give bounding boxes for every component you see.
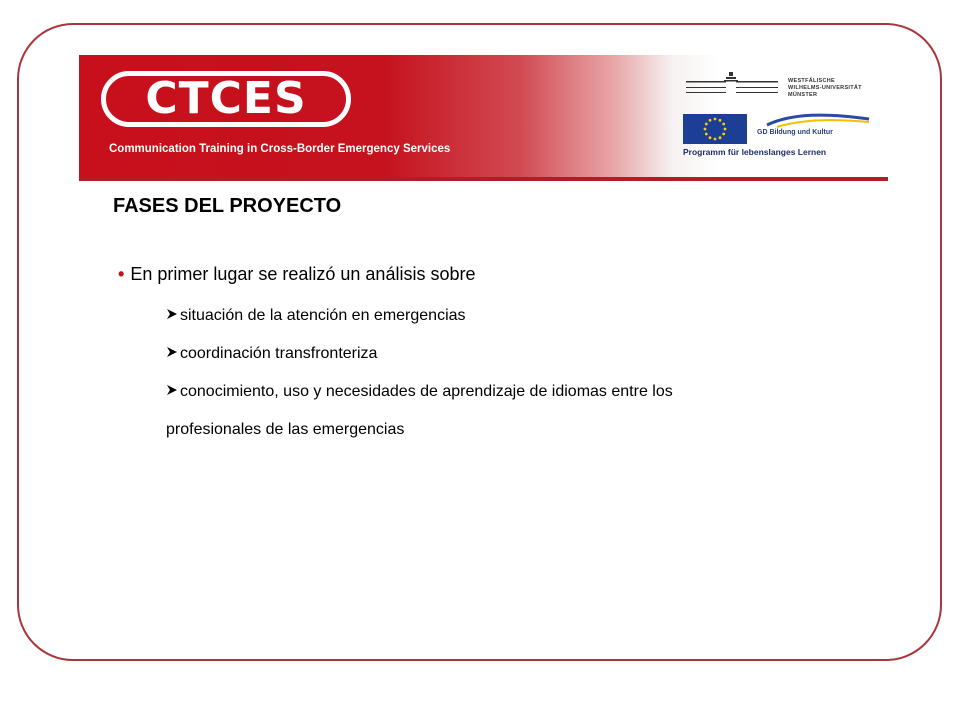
programm-text: Programm für lebenslanges Lernen (683, 147, 827, 157)
ctces-logo (101, 71, 351, 127)
bullet-dot-icon: • (118, 264, 125, 284)
page-title: FASES DEL PROYECTO (113, 195, 342, 217)
banner-subtitle: Communication Training in Cross-Border Emergency Services (109, 143, 451, 155)
university-line: WILHELMS-UNIVERSITÄT (788, 85, 862, 91)
eu-flag-icon (683, 114, 747, 144)
banner-underline (79, 177, 888, 181)
university-line: WESTFÄLISCHE (788, 78, 835, 84)
swoosh-icon (757, 111, 877, 131)
university-line: MÜNSTER (788, 92, 818, 98)
university-emblem-icon (684, 69, 784, 105)
sub-bullet-text: conocimiento, uso y necesidades de aprendizaje de idiomas entre los (180, 383, 673, 400)
university-name (788, 78, 878, 99)
arrow-right-icon (166, 346, 178, 358)
sub-bullet-text: coordinación transfronteriza (180, 345, 378, 362)
gd-bildung-logo (757, 111, 877, 141)
header-banner (79, 55, 881, 177)
sub-bullet-item (166, 345, 377, 363)
sub-bullet-item (166, 307, 466, 325)
main-bullet-item (118, 264, 475, 285)
arrow-right-icon (166, 308, 178, 320)
sub-bullet-text: situación de la atención en emergencias (180, 307, 466, 324)
main-bullet-text: En primer lugar se realizó un análisis sobre (130, 264, 476, 284)
ctces-logo-text: CTCES (145, 73, 307, 124)
gd-bildung-text: GD Bildung und Kultur (757, 129, 833, 136)
arrow-right-icon (166, 384, 178, 396)
university-logo (684, 69, 874, 105)
sub-bullet-item (166, 383, 673, 401)
sub-bullet-continuation: profesionales de las emergencias (166, 421, 405, 438)
